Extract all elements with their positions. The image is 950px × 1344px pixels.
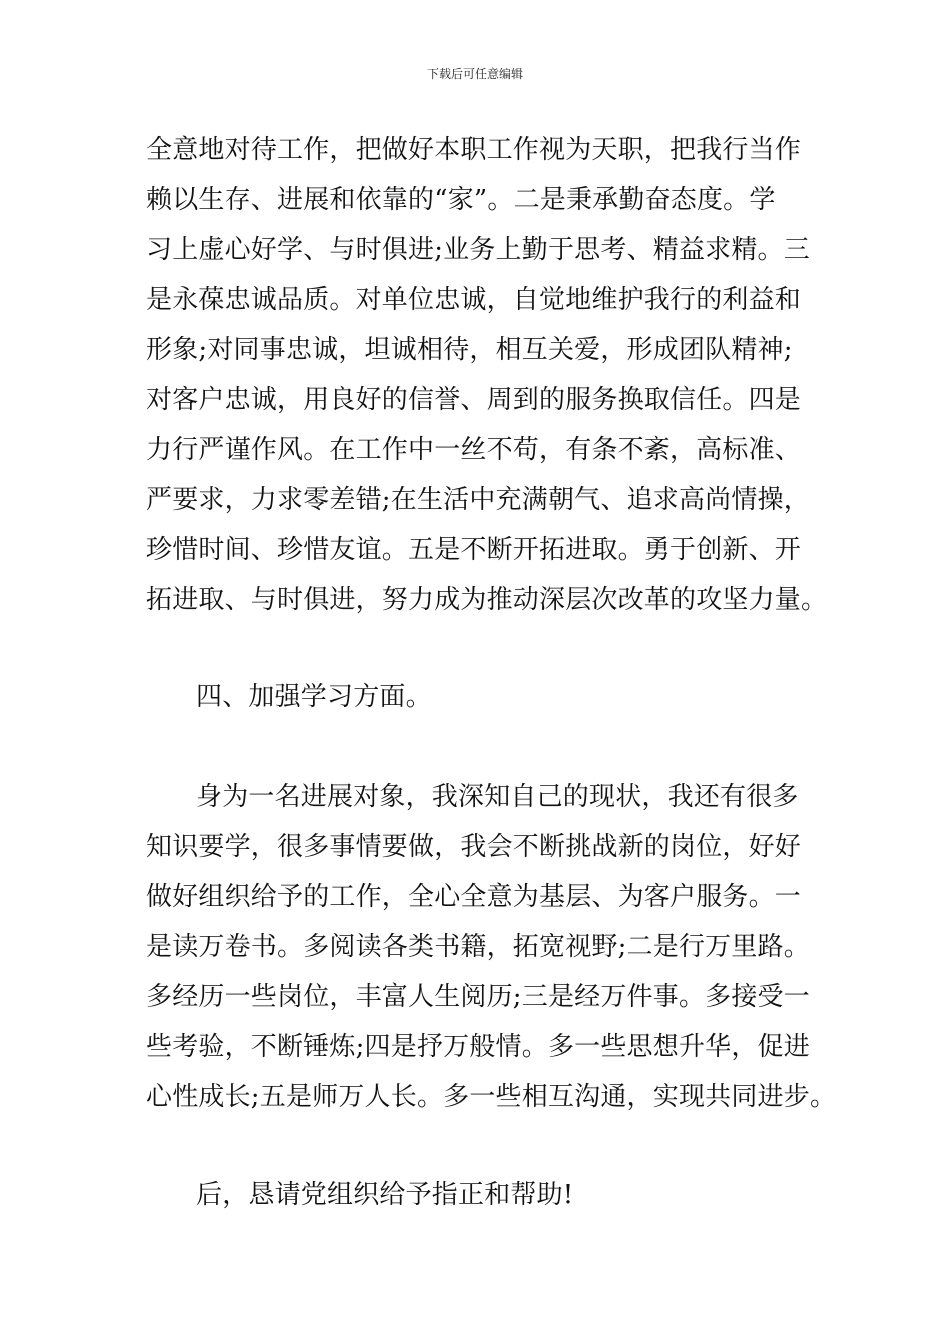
text-line: 全意地对待工作，把做好本职工作视为天职，把我行当作 [146,135,802,165]
text-line: 赖以生存、进展和依靠的“家”。二是秉承勤奋态度。学 [146,185,776,215]
text-line: 对客户忠诚，用良好的信誉、周到的服务换取信任。四是 [146,385,802,415]
text-line: 形象;对同事忠诚，坦诚相待，相互关爱，形成团队精神; [146,335,793,365]
text-line: 些考验，不断锤炼;四是抒万般情。多一些思想升华，促进 [146,1032,810,1062]
text-line: 知识要学，很多事情要做，我会不断挑战新的岗位，好好 [146,832,802,862]
text-line: 做好组织给予的工作，全心全意为基层、为客户服务。一 [146,882,802,912]
text-line: 拓进取、与时俱进，努力成为推动深层次改革的攻坚力量。 [146,585,828,615]
text-line: 心性成长;五是师万人长。多一些相互沟通，实现共同进步。 [146,1082,837,1112]
closing-line: 后，恳请党组织给予指正和帮助! [196,1180,574,1210]
section-heading: 四、加强学习方面。 [196,682,432,712]
text-line: 身为一名进展对象，我深知自己的现状，我还有很多 [196,782,799,812]
text-line: 力行严谨作风。在工作中一丝不苟，有条不紊，高标准、 [146,435,802,465]
page-header: 下载后可任意编辑 [426,67,523,81]
text-line: 是永葆忠诚品质。对单位忠诚，自觉地维护我行的利益和 [146,285,802,315]
text-line: 是读万卷书。多阅读各类书籍，拓宽视野;二是行万里路。 [146,932,810,962]
text-line: 多经历一些岗位，丰富人生阅历;三是经万件事。多接受一 [146,982,810,1012]
text-line: 严要求，力求零差错;在生活中充满朝气、追求高尚情操， [146,485,810,515]
text-line: 珍惜时间、珍惜友谊。五是不断开拓进取。勇于创新、开 [146,535,802,565]
text-line: 习上虚心好学、与时俱进;业务上勤于思考、精益求精。三 [146,235,810,265]
